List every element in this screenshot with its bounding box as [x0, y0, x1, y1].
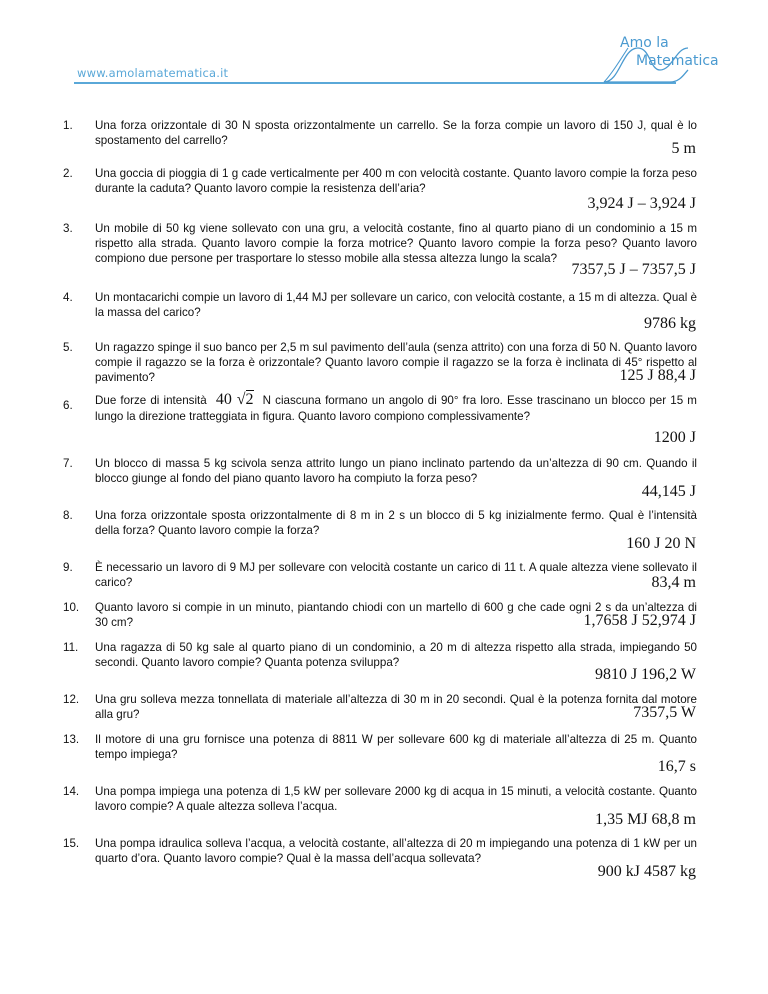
site-url[interactable]: www.amolamatematica.it [77, 66, 229, 80]
problem-answer: 7357,5 W [633, 704, 696, 721]
problem-number: 7. [63, 457, 73, 470]
problem-answer: 1,35 MJ 68,8 m [595, 811, 696, 828]
problem-number: 9. [63, 561, 73, 574]
problem-text: Una pompa idraulica solleva l’acqua, a velocità costante, all’altezza di 20 m impiegando una potenza di 1 kW per un quarto d’ora. Quanto lavoro compie? Qual è la massa dell’acqua sollevata? [95, 837, 697, 865]
problem-answer: 9810 J 196,2 W [594, 666, 696, 683]
problem-text: Una ragazza di 50 kg sale al quarto piano di un condominio, a 20 m di altezza rispetto alla strada, impiegando 50 secondi. Quanto lavoro compie? Quanta potenza sviluppa? [95, 641, 697, 669]
problem-text-after: N ciascuna formano un angolo di 90° fra loro. Esse trascinano un blocco per 15 m lungo la direzione tratteggiata in figura. Quanto lavoro compiono complessivamente? [95, 394, 697, 423]
problem-text: Un blocco di massa 5 kg scivola senza attrito lungo un piano inclinato partendo da un’altezza di 90 cm. Quando il blocco giunge al fondo del piano quanto lavoro ha compiuto la forza peso? [95, 457, 697, 485]
logo-line2: Matematica [636, 53, 719, 69]
problem-number: 5. [63, 341, 73, 354]
problem-text [95, 392, 697, 425]
problem-number: 14. [63, 785, 80, 798]
problem-text: Un ragazzo spinge il suo banco per 2,5 m sul pavimento dell’aula (senza attrito) con una forza di 50 N. Quanto lavoro compie il ragazzo se la forza è orizzontale? Quanto lavoro compie il ragazzo se la forza è inclinata di 45° rispetto al pavimento? [95, 341, 697, 384]
problem-text-before: Due forze di intensità [95, 394, 207, 407]
problem-number: 4. [63, 291, 73, 304]
problem-number: 12. [63, 693, 80, 706]
problem-answer: 44,145 J [641, 483, 696, 500]
problem-text: Una pompa impiega una potenza di 1,5 kW per sollevare 2000 kg di acqua in 15 minuti, a velocità costante. Quanto lavoro compie? A quale altezza solleva l’acqua. [95, 785, 697, 813]
sqrt-symbol-icon: √ [236, 391, 246, 408]
problem-text: Quanto lavoro si compie in un minuto, piantando chiodi con un martello di 600 g che cade ogni 2 s da un’altezza di 30 cm? [95, 601, 697, 629]
formula-radicand: 2 [245, 391, 254, 408]
problem-text: Una forza orizzontale di 30 N sposta orizzontalmente un carrello. Se la forza compie un lavoro di 150 J, qual è lo spostamento del carrello? [95, 119, 697, 147]
problem-answer: 3,924 J – 3,924 J [587, 195, 696, 212]
problem-text: Un montacarichi compie un lavoro di 1,44 MJ per sollevare un carico, con velocità costante, a 15 m di altezza. Qual è la massa del carico? [95, 291, 697, 319]
problem-answer: 83,4 m [651, 574, 696, 591]
problem-answer: 16,7 s [657, 758, 696, 775]
problem-answer: 900 kJ 4587 kg [597, 863, 696, 880]
problem-answer: 9786 kg [644, 315, 696, 332]
problem-text: Il motore di una gru fornisce una potenza di 8811 W per sollevare 600 kg di materiale all’altezza di 25 m. Quanto tempo impiega? [95, 733, 697, 761]
problem-number: 10. [63, 601, 80, 614]
problem-text: Una forza orizzontale sposta orizzontalmente di 8 m in 2 s un blocco di 5 kg inizialmente fermo. Qual è l’intensità della forza? Quanto lavoro compie la forza? [95, 509, 697, 537]
problem-number: 11. [63, 641, 79, 654]
problem-number: 2. [63, 167, 73, 180]
problem-answer: 1200 J [653, 429, 696, 446]
formula-coefficient: 40 [215, 391, 232, 408]
problem-answer: 125 J 88,4 J [619, 367, 696, 384]
sqrt-formula [211, 390, 259, 408]
problem-answer: 1,7658 J 52,974 J [583, 612, 696, 629]
problem-text: Un mobile di 50 kg viene sollevato con una gru, a velocità costante, fino al quarto piano di un condominio a 15 m rispetto alla strada. Quanto lavoro compie la forza motrice? Quanto lavoro compie la forza peso? Quanto lavoro compiono due persone per trasportare lo stesso mobile alla stessa altezza lungo la scala? [95, 222, 697, 265]
problem-answer: 5 m [671, 140, 696, 157]
problem-text: Una gru solleva mezza tonnellata di materiale all’altezza di 30 m in 20 secondi. Qual è la potenza fornita dal motore alla gru? [95, 693, 697, 721]
problem-text: Una goccia di pioggia di 1 g cade verticalmente per 400 m con velocità costante. Quanto lavoro compie la forza peso durante la caduta? Quanto lavoro compie la resistenza dell’aria? [95, 167, 697, 195]
problem-answer: 160 J 20 N [626, 535, 696, 552]
problem-number: 1. [63, 119, 73, 132]
problem-text: È necessario un lavoro di 9 MJ per sollevare con velocità costante un carico di 11 t. A quale altezza viene sollevato il carico? [95, 561, 697, 589]
problem-number: 15. [63, 837, 80, 850]
problem-number: 8. [63, 509, 73, 522]
problem-answer: 7357,5 J – 7357,5 J [571, 261, 696, 278]
problem-number: 3. [63, 222, 73, 235]
problem-number: 13. [63, 733, 80, 746]
logo-line1: Amo la [620, 35, 669, 51]
problem-number: 6. [63, 399, 73, 412]
